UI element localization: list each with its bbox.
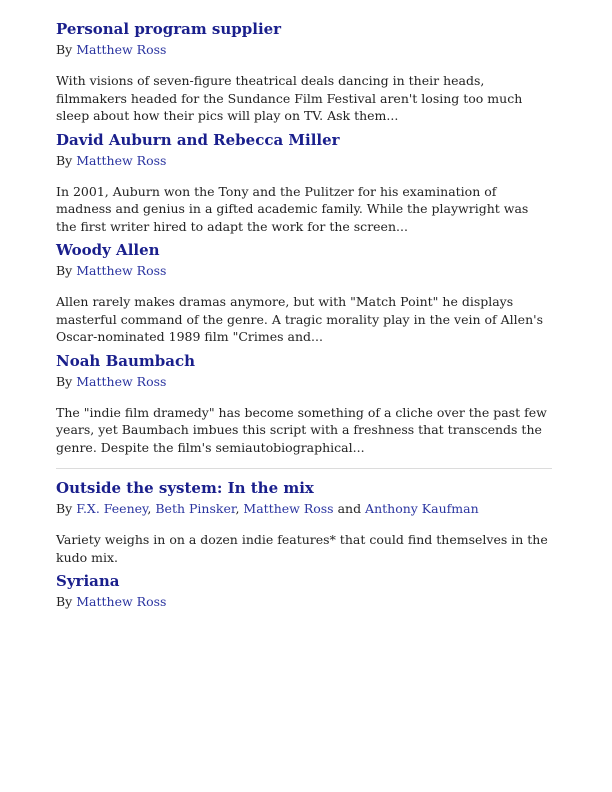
byline — [56, 372, 552, 392]
article-excerpt: The "indie film dramedy" has become something of a cliche over the past few years, yet Baumbach imbues this script with a freshness that transcends the genre. Despite the film's semiautobiographical... — [56, 404, 547, 455]
byline-label: By — [56, 594, 77, 609]
byline-label: By — [56, 501, 77, 516]
article-item — [56, 129, 552, 236]
article-item — [56, 18, 552, 125]
article-excerpt: With visions of seven-figure theatrical deals dancing in their heads, filmmakers headed for the Sundance Film Festival aren't losing too much sleep about how their pics will play on TV. Ask them... — [56, 73, 523, 123]
article-item — [56, 350, 552, 457]
author-link[interactable]: Matthew Ross — [76, 152, 167, 168]
article-item — [56, 477, 552, 566]
author-link[interactable]: Beth Pinsker — [155, 501, 236, 516]
article-excerpt: Variety weighs in on a dozen indie features* that could find themselves in the kudo mix. — [56, 532, 548, 565]
author-link[interactable]: Matthew Ross — [76, 373, 167, 389]
article-item — [56, 239, 552, 346]
byline — [56, 499, 552, 519]
byline — [56, 592, 552, 612]
byline-label: By — [56, 42, 77, 57]
author-link[interactable]: Matthew Ross — [76, 263, 167, 278]
article-title-link[interactable]: Woody Allen — [56, 241, 160, 259]
article-title-link[interactable]: Syriana — [56, 572, 120, 590]
author-link[interactable]: Matthew Ross — [76, 594, 167, 609]
byline-separator: , — [235, 501, 244, 516]
article-title-link[interactable]: David Auburn and Rebecca Miller — [56, 130, 340, 149]
author-link[interactable]: Matthew Ross — [76, 42, 167, 57]
article-excerpt: Allen rarely makes dramas anymore, but with "Match Point" he displays masterful command of the genre. A tragic morality play in the vein of Allen's Oscar-nominated 1989 film "Crimes and... — [56, 294, 543, 344]
article-feed — [56, 14, 552, 612]
author-link[interactable]: F.X. Feeney — [76, 501, 148, 516]
byline-separator: , — [147, 501, 156, 516]
article-excerpt: In 2001, Auburn won the Tony and the Pulitzer for his examination of madness and genius in a gifted academic family. While the playwright was the first writer hired to adapt the work for the screen... — [56, 183, 529, 234]
author-link[interactable]: Anthony Kaufman — [365, 501, 479, 516]
byline-label: By — [56, 263, 77, 278]
article-title-link[interactable]: Noah Baumbach — [56, 351, 195, 370]
byline-separator: and — [333, 501, 366, 516]
byline-label: By — [56, 152, 77, 168]
byline — [56, 151, 552, 171]
byline-label: By — [56, 373, 77, 389]
section-divider — [56, 468, 552, 469]
article-item — [56, 570, 552, 612]
byline — [56, 261, 552, 281]
byline — [56, 40, 552, 60]
author-link[interactable]: Matthew Ross — [243, 501, 334, 516]
article-title-link[interactable]: Personal program supplier — [56, 20, 282, 38]
article-title-link[interactable]: Outside the system: In the mix — [56, 479, 314, 497]
